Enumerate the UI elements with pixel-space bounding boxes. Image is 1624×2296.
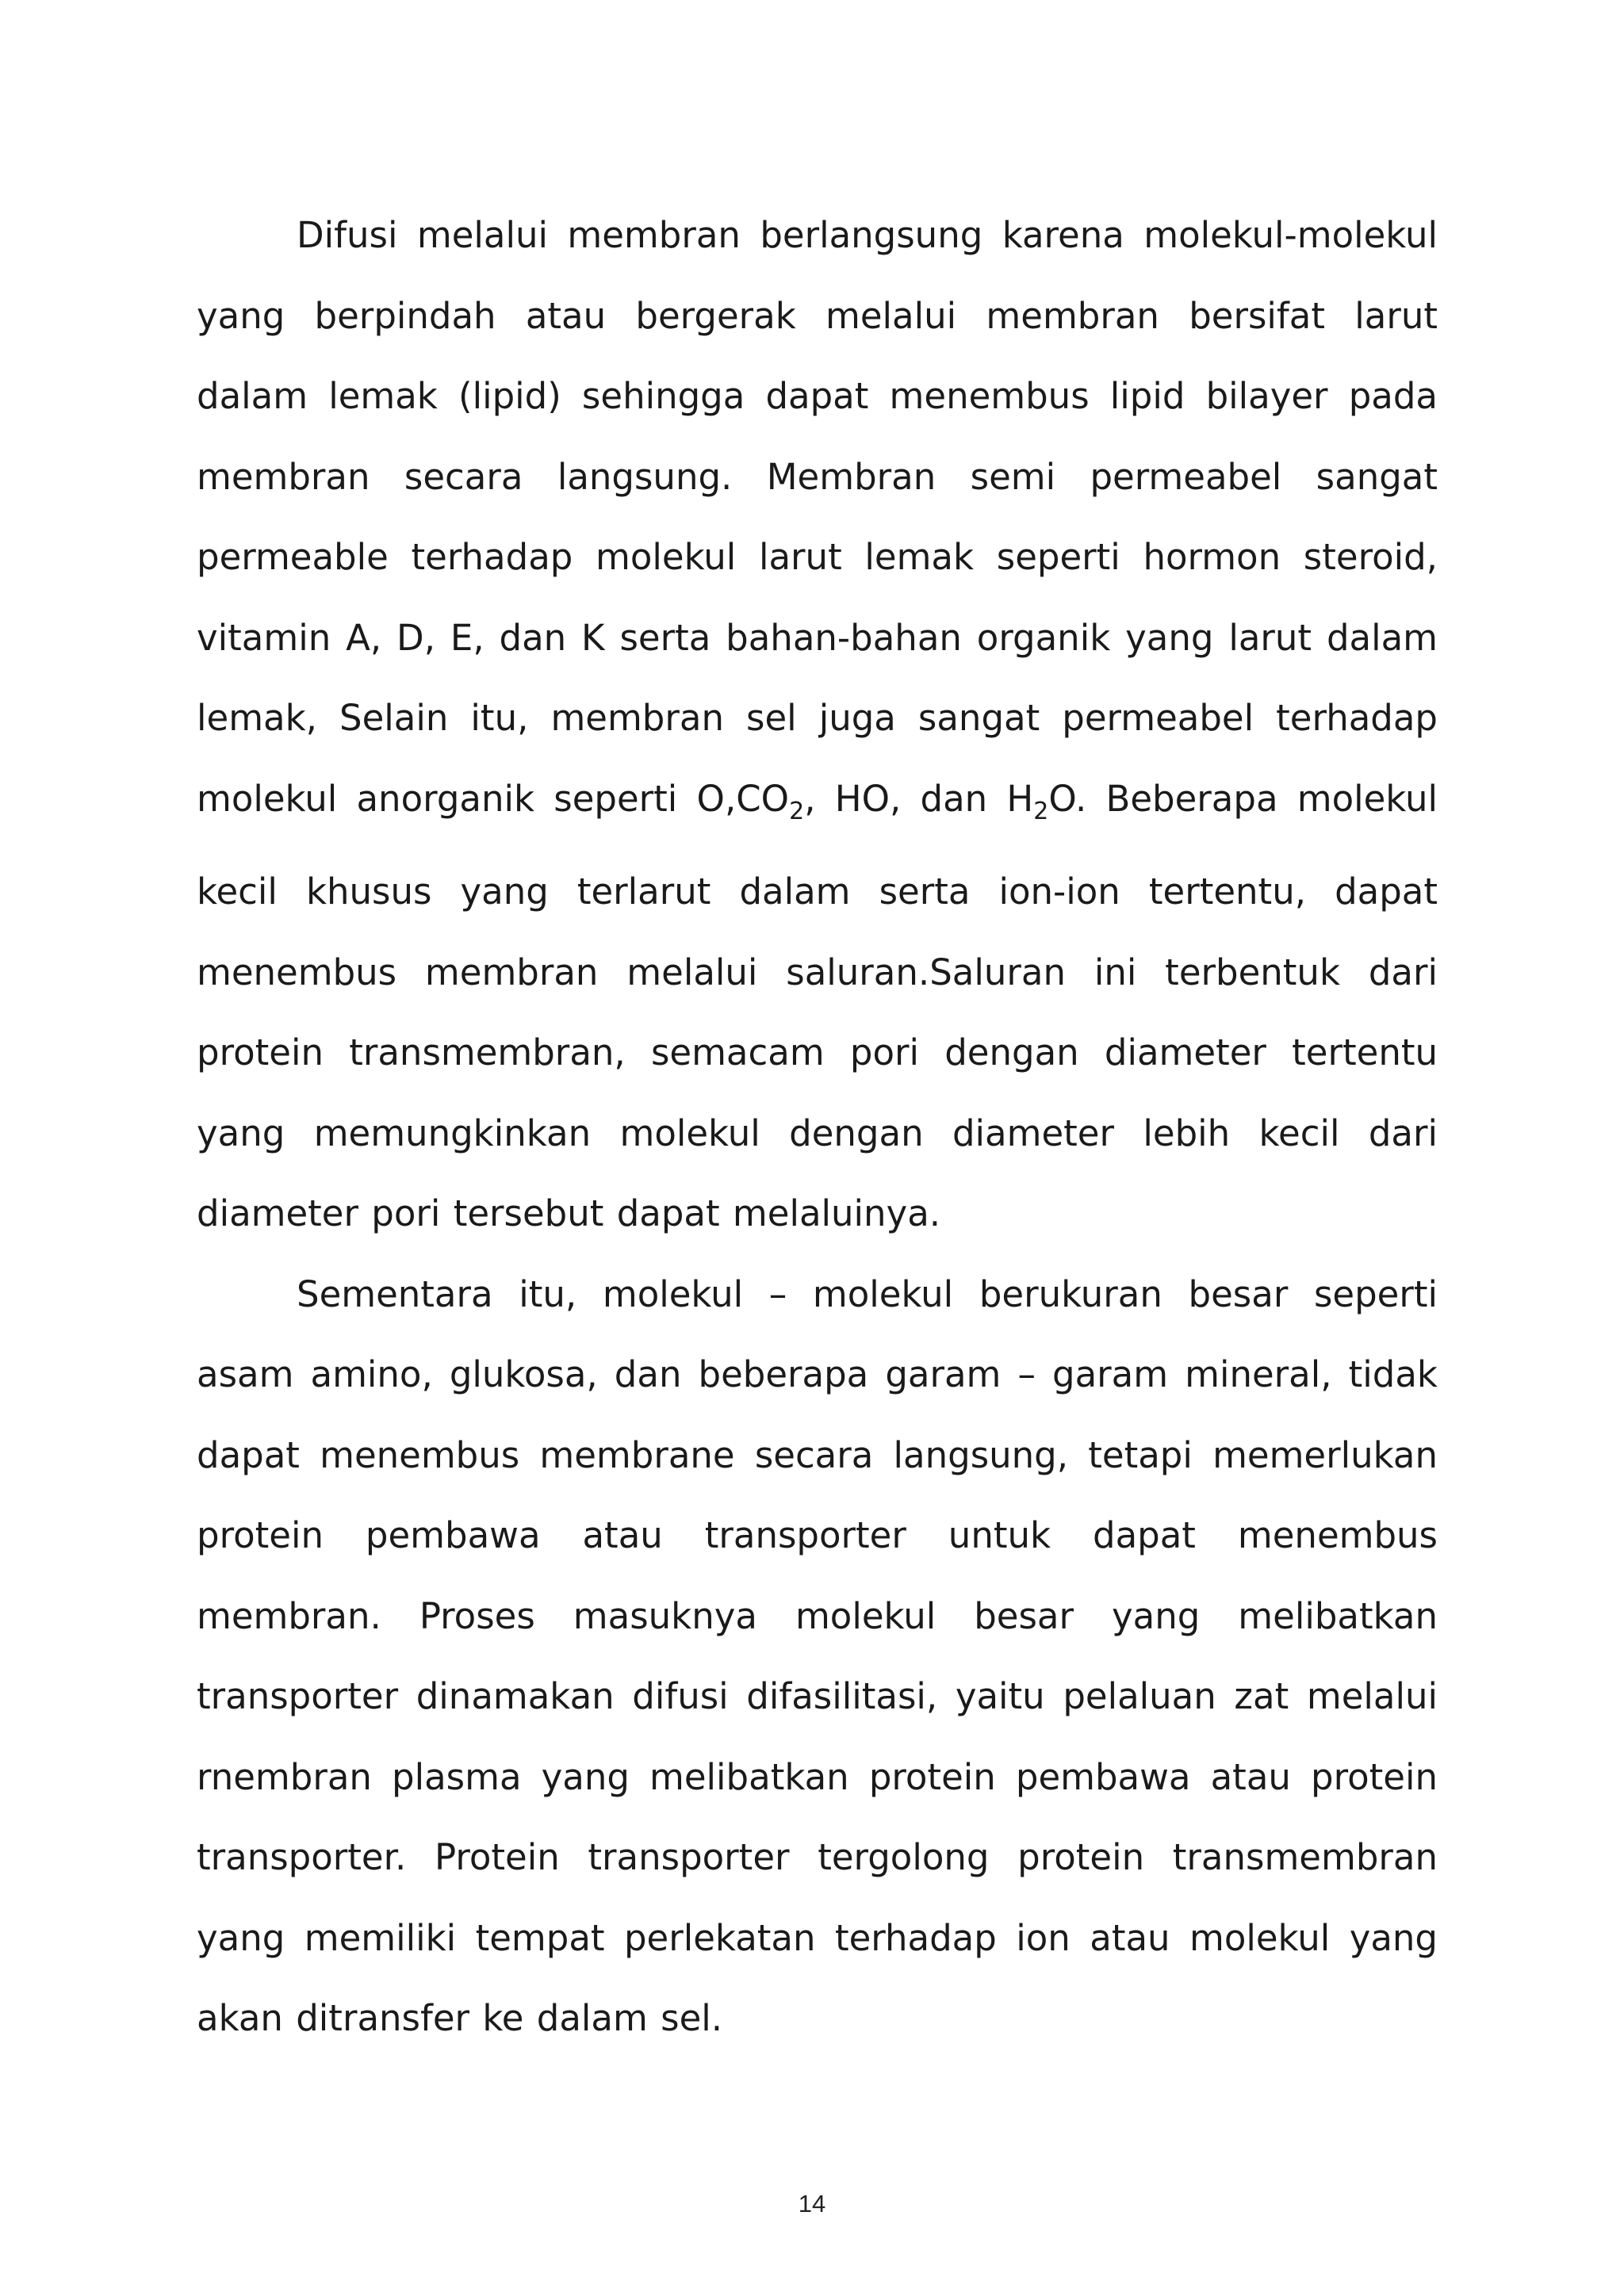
subscript-h2o: 2	[1033, 797, 1049, 825]
paragraph-1-text: Difusi melalui membran berlangsung karena molekul-molekul yang berpindah atau bergerak melalui membran bersifat larut dalam lemak (lipid) sehingga dapat menembus lipid bilayer pada membran secara langsung. Membran semi permeabel sangat permeable terhadap molekul larut lemak seperti hormon steroid, vitamin A, D, E, dan K serta bahan-bahan organik yang larut dalam lemak, Selain itu, membran sel juga sangat permeabel terhadap molekul anorganik seperti O,CO	[197, 214, 1438, 820]
page-number: 14	[798, 2190, 826, 2218]
paragraph-1-text-mid: , HO, dan H	[804, 777, 1034, 820]
paragraph-2-text: Sementara itu, molekul – molekul berukuran besar seperti asam amino, glukosa, dan beberapa garam – garam mineral, tidak dapat menembus membrane secara langsung, tetapi memerlukan protein pembawa atau transporter untuk dapat menembus membran. Proses masuknya molekul besar yang melibatkan transporter dinamakan difusi difasilitasi, yaitu pelaluan zat melalui rnembran plasma yang melibatkan protein pembawa atau protein transporter. Protein transporter tergolong protein transmembran yang memiliki tempat perlekatan terhadap ion atau molekul yang akan ditransfer ke dalam sel.	[197, 1272, 1438, 2039]
body-text	[197, 195, 1438, 2059]
paragraph-facilitated-diffusion	[197, 1254, 1438, 2059]
paragraph-diffusion-membrane	[197, 195, 1438, 1254]
paragraph-1-text-end: O. Beberapa molekul kecil khusus yang terlarut dalam serta ion-ion tertentu, dapat menembus membran melalui saluran.Saluran ini terbentuk dari protein transmembran, semacam pori dengan diameter tertentu yang memungkinkan molekul dengan diameter lebih kecil dari diameter pori tersebut dapat melaluinya.	[197, 777, 1438, 1234]
subscript-co2: 2	[789, 797, 805, 825]
